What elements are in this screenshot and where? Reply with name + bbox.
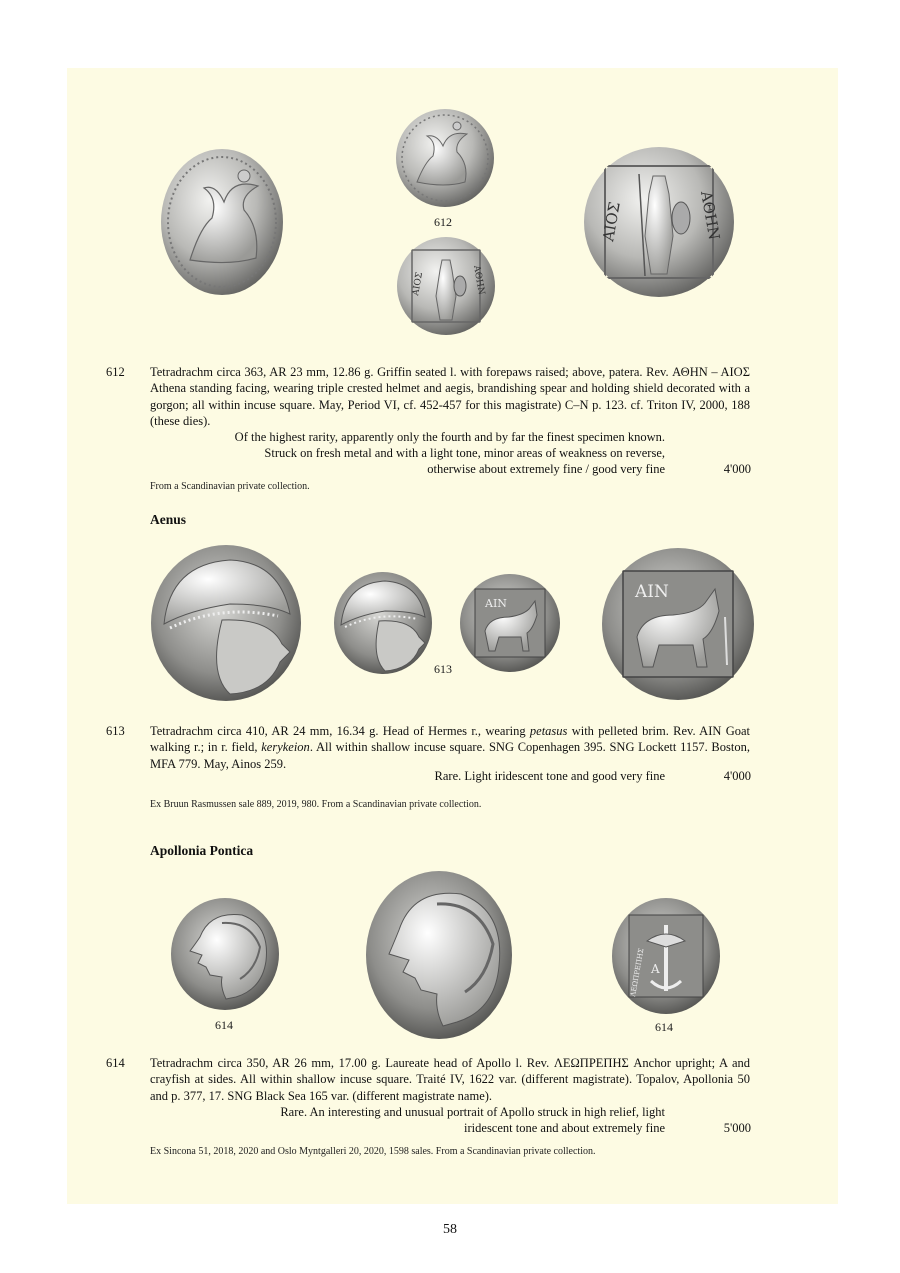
coin-613-obverse-small [333, 571, 433, 675]
coin-614-obverse-small [170, 897, 280, 1011]
coin-612-obverse-small [395, 108, 495, 208]
lot-number: 613 [106, 724, 125, 738]
legend-anchor-letter: Α [651, 962, 660, 976]
lot-price: 5'000 [723, 1121, 751, 1135]
coin-613-reverse-large [601, 547, 755, 701]
term-kerykeion: kerykeion [261, 740, 310, 755]
coin-612-obverse-large [160, 148, 284, 296]
legend-aios-large: ΑΙΟΣ [599, 200, 624, 243]
lot-613 [106, 723, 751, 787]
provenance-614: Ex Sincona 51, 2018, 2020 and Oslo Myntgalleri 20, 2020, 1598 sales. From a Scandinavian private collection. [150, 1146, 596, 1157]
page-number: 58 [443, 1222, 457, 1237]
coin-612-reverse-large [583, 146, 735, 298]
lot-description-text: Tetradrachm circa 350, AR 26 mm, 17.00 g. Laureate head of Apollo l. Rev. ΛΕΩΠΡΕΠΗΣ Anchor upright; A and crayfish at sides. All within shallow incuse square. Traité IV, 1622 var. (different magistrate). Topalov, Apollonia 50 and p. 377, 17. SNG Black Sea 165 var. (different magistrate name). [150, 1056, 750, 1103]
coin-614-obverse-large [365, 870, 513, 1040]
lot-description-text: Tetradrachm circa 363, AR 23 mm, 12.86 g. Griffin seated l. with forepaws raised; above, patera. Rev. ΑΘΗΝ – ΑΙΟΣ Athena standing facing, wearing triple crested helmet and aegis, brandishing spear and holding shield decorated with a gorgon; all within incuse square. May, Period VI, cf. 452-457 for this magistrate) C–N p. 123. cf. Triton IV, 2000, 188 (these dies). [150, 365, 750, 428]
legend-ain-small: ΑΙΝ [485, 597, 507, 610]
legend-leoprepes: ΛΕΩΠΡΕΠΗΣ [629, 947, 646, 998]
lot-price: 4'000 [723, 769, 751, 783]
section-heading-aenus: Aenus [150, 512, 187, 527]
condition-line: iridescent tone and about extremely fine [464, 1121, 665, 1135]
condition-line: Of the highest rarity, apparently only the fourth and by far the finest specimen known. [234, 430, 665, 444]
coin-613-reverse-small [459, 573, 561, 673]
provenance-613: Ex Bruun Rasmussen sale 889, 2019, 980. From a Scandinavian private collection. [150, 799, 482, 810]
legend-ain-large: ΑΙΝ [635, 582, 669, 602]
lot-612 [106, 364, 751, 484]
plate-label-613: 613 [434, 662, 452, 676]
lot-description [150, 364, 750, 429]
term-petasus: petasus [529, 724, 568, 738]
plate-label-614-right: 614 [655, 1020, 673, 1034]
lot-number: 612 [106, 365, 125, 379]
lot-description [150, 1055, 750, 1104]
condition-line: otherwise about extremely fine / good very fine [427, 462, 665, 476]
plate-label-614-left: 614 [215, 1018, 233, 1032]
condition-line: Rare. Light iridescent tone and good very fine [434, 769, 665, 783]
lot-614 [106, 1055, 751, 1137]
section-heading-apollonia-pontica: Apollonia Pontica [150, 843, 254, 858]
lot-description-text: with pelleted brim. Rev. AIN Goat walking r.; in r. field, [150, 724, 750, 755]
legend-athn-small: ΑΘΗΝ [471, 264, 487, 296]
plate-label-612: 612 [434, 215, 452, 229]
lot-price: 4'000 [723, 462, 751, 476]
lot-description [150, 723, 750, 772]
provenance-612: From a Scandinavian private collection. [150, 481, 310, 492]
condition-line: Struck on fresh metal and with a light tone, minor areas of weakness on reverse, [264, 446, 665, 460]
coin-613-obverse-large [150, 544, 302, 702]
lot-description-text: Tetradrachm circa 410, AR 24 mm, 16.34 g. Head of Hermes r., wearing [150, 724, 530, 738]
coin-612-reverse-small [396, 236, 496, 336]
legend-athn-large: ΑΘΗΝ [697, 189, 724, 242]
legend-aios-small: ΑΙΟΣ [411, 271, 426, 297]
lot-number: 614 [106, 1056, 125, 1070]
lot-description-text: . All within shallow incuse square. SNG Copenhagen 395. SNG Lockett 1157. Boston, MFA 779. May, Ainos 259. [150, 740, 750, 771]
coin-614-reverse [611, 897, 721, 1015]
condition-line: Rare. An interesting and unusual portrait of Apollo struck in high relief, light [280, 1105, 665, 1119]
